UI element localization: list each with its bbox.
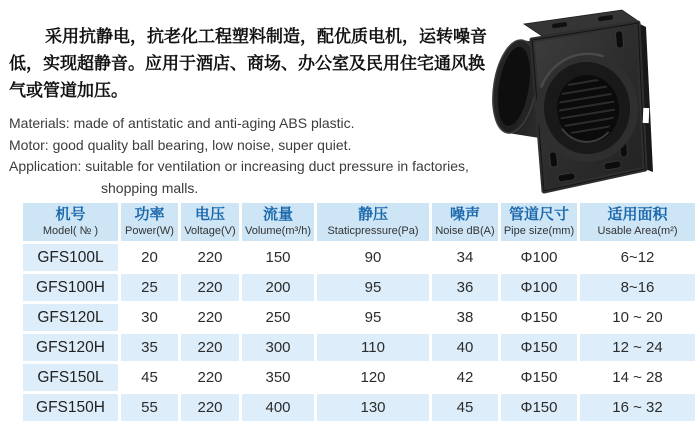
spec-value-cell: 8~16 bbox=[580, 274, 695, 301]
spec-value-cell: 300 bbox=[242, 334, 314, 361]
model-cell: GFS150L bbox=[23, 364, 118, 391]
table-row bbox=[23, 364, 695, 391]
intro-section bbox=[9, 24, 491, 199]
model-cell: GFS120L bbox=[23, 304, 118, 331]
header-en-label: Pipe size(mm) bbox=[503, 225, 575, 237]
spec-value-cell: 400 bbox=[242, 394, 314, 421]
header-cn-label: 适用面积 bbox=[607, 205, 668, 223]
header-en-label: Power(W) bbox=[125, 225, 174, 237]
spec-value-cell: 95 bbox=[317, 304, 429, 331]
spec-value-cell: 40 bbox=[432, 334, 498, 361]
spec-value-cell: 45 bbox=[121, 364, 178, 391]
header-cn-label: 电压 bbox=[194, 205, 225, 223]
spec-value-cell: 220 bbox=[181, 274, 239, 301]
spec-value-cell: 200 bbox=[242, 274, 314, 301]
spec-table bbox=[20, 200, 698, 424]
spec-value-cell: 42 bbox=[432, 364, 498, 391]
model-cell: GFS120H bbox=[23, 334, 118, 361]
table-row bbox=[23, 334, 695, 361]
column-header-noise bbox=[432, 203, 498, 241]
spec-table-body bbox=[23, 244, 695, 421]
column-header-voltage bbox=[181, 203, 239, 241]
header-cn-label: 噪声 bbox=[449, 205, 480, 223]
spec-value-cell: 220 bbox=[181, 304, 239, 331]
product-photo bbox=[488, 2, 700, 198]
spec-value-cell: 30 bbox=[121, 304, 178, 331]
spec-value-cell: Φ150 bbox=[501, 394, 577, 421]
spec-value-cell: 110 bbox=[317, 334, 429, 361]
column-header-volume bbox=[242, 203, 314, 241]
header-en-label: Model( № ) bbox=[42, 225, 99, 237]
spec-value-cell: 350 bbox=[242, 364, 314, 391]
spec-value-cell: 95 bbox=[317, 274, 429, 301]
intro-cn-line: 低，实现超静音。应用于酒店、商场、办公室及民用住宅通风换 bbox=[9, 54, 485, 74]
column-header-usable-area bbox=[580, 203, 695, 241]
table-row bbox=[23, 244, 695, 271]
model-cell: GFS100H bbox=[23, 274, 118, 301]
materials-line: Materials: made of antistatic and anti-aging ABS plastic. bbox=[9, 115, 355, 131]
header-cn-label: 机号 bbox=[55, 205, 86, 223]
header-en-label: Volume(m³/h) bbox=[244, 225, 312, 237]
header-en-label: Voltage(V) bbox=[184, 225, 236, 237]
header-en-label: Noise dB(A) bbox=[435, 225, 495, 237]
intro-cn-line: 采用抗静电，抗老化工程塑料制造，配优质电机，运转噪音 bbox=[45, 27, 487, 47]
spec-value-cell: 25 bbox=[121, 274, 178, 301]
spec-value-cell: 12 ~ 24 bbox=[580, 334, 695, 361]
spec-value-cell: 16 ~ 32 bbox=[580, 394, 695, 421]
spec-value-cell: 35 bbox=[121, 334, 178, 361]
spec-value-cell: 220 bbox=[181, 244, 239, 271]
table-row bbox=[23, 394, 695, 421]
intro-chinese-paragraph bbox=[9, 24, 491, 105]
duct-fan-illustration bbox=[488, 2, 700, 198]
spec-value-cell: 130 bbox=[317, 394, 429, 421]
spec-value-cell: 45 bbox=[432, 394, 498, 421]
spec-value-cell: Φ150 bbox=[501, 304, 577, 331]
header-cn-label: 功率 bbox=[134, 205, 165, 223]
spec-value-cell: 250 bbox=[242, 304, 314, 331]
header-en-label: Staticpressure(Pa) bbox=[327, 225, 419, 237]
spec-value-cell: 10 ~ 20 bbox=[580, 304, 695, 331]
spec-value-cell: Φ100 bbox=[501, 274, 577, 301]
spec-value-cell: 34 bbox=[432, 244, 498, 271]
header-cn-label: 流量 bbox=[262, 205, 293, 223]
spec-value-cell: 55 bbox=[121, 394, 178, 421]
spec-value-cell: 90 bbox=[317, 244, 429, 271]
table-header-row bbox=[23, 203, 695, 241]
spec-value-cell: Φ150 bbox=[501, 364, 577, 391]
spec-value-cell: Φ100 bbox=[501, 244, 577, 271]
table-row bbox=[23, 274, 695, 301]
spec-value-cell: 220 bbox=[181, 394, 239, 421]
model-cell: GFS100L bbox=[23, 244, 118, 271]
spec-value-cell: 38 bbox=[432, 304, 498, 331]
spec-value-cell: 220 bbox=[181, 364, 239, 391]
intro-english-paragraph bbox=[9, 113, 491, 199]
header-cn-label: 管道尺寸 bbox=[508, 205, 569, 223]
model-cell: GFS150H bbox=[23, 394, 118, 421]
table-row bbox=[23, 304, 695, 331]
spec-value-cell: 220 bbox=[181, 334, 239, 361]
spec-value-cell: 120 bbox=[317, 364, 429, 391]
header-en-label: Usable Area(m²) bbox=[597, 225, 678, 237]
header-cn-label: 静压 bbox=[357, 205, 388, 223]
column-header-model bbox=[23, 203, 118, 241]
column-header-pipe-size bbox=[501, 203, 577, 241]
column-header-static-pressure bbox=[317, 203, 429, 241]
spec-value-cell: Φ150 bbox=[501, 334, 577, 361]
intro-cn-line: 气或管道加压。 bbox=[9, 81, 128, 101]
column-header-power bbox=[121, 203, 178, 241]
spec-value-cell: 20 bbox=[121, 244, 178, 271]
spec-value-cell: 14 ~ 28 bbox=[580, 364, 695, 391]
spec-value-cell: 6~12 bbox=[580, 244, 695, 271]
application-line-continuation: shopping malls. bbox=[101, 179, 199, 196]
spec-value-cell: 150 bbox=[242, 244, 314, 271]
motor-line: Motor: good quality ball bearing, low noise, super quiet. bbox=[9, 136, 352, 153]
spec-value-cell: 36 bbox=[432, 274, 498, 301]
application-line: Application: suitable for ventilation or increasing duct pressure in factories, bbox=[9, 158, 469, 174]
